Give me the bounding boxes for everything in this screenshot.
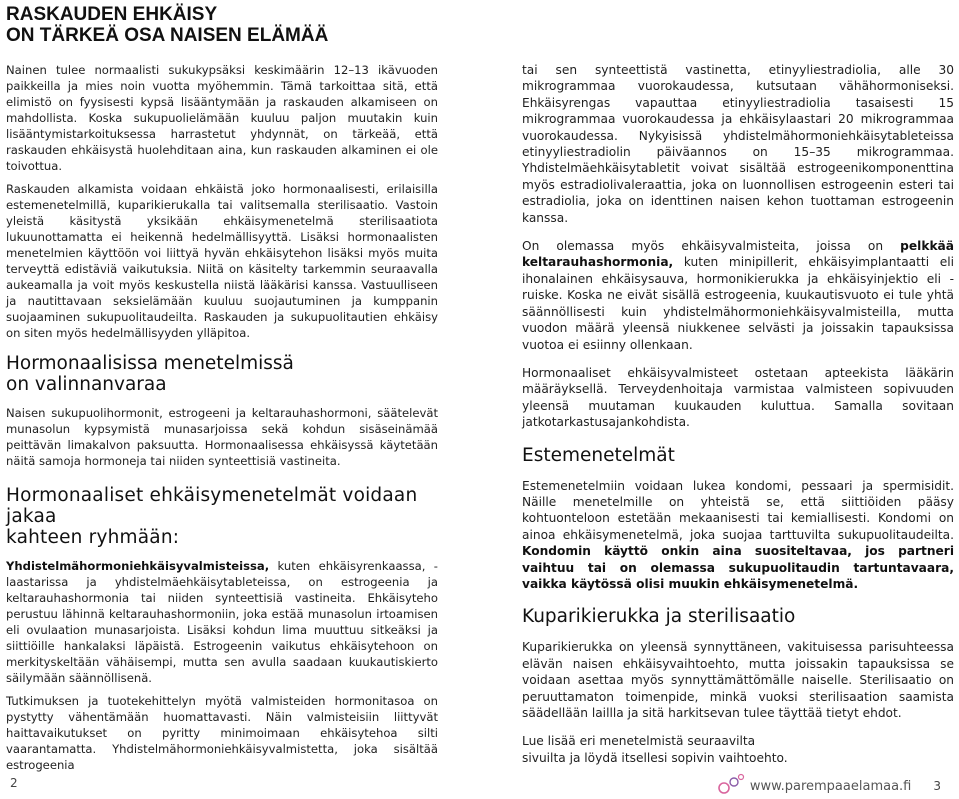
heading-two-groups: Hormonaaliset ehkäisymenetelmät voidaan jakaa kahteen ryhmään: [6,485,418,548]
methods-paragraph: Raskauden alkamista voidaan ehkäistä joko hormonaalisesti, erilaisilla estemenetelmillä, kuparikierukalla tai valitsemalla sterilisaatio. Vastoin yleistä käsitystä yksikään ehkäisymenetelmä sterilisaatiota lukuunottamatta ei heikennä hedelmällisyyttä. Lisäksi hormonaalisten menetelmien käyttöön voi liittyä hyvän ehkäisytehon lisäksi myös muita terveyttä edistäviä vaikutuksia. Niitä on käsitelty tarkemmin seuraavalla aukeamalla ja voit myös keskustella niistä lääkärisi kanssa. Vastuulliseen ja nautittavaan seksielämään kuuluu suojautuminen ja kumppanin suojaaminen sukupuolitaudeilta. Raskauden ja sukupuolitautien ehkäisy on siten myös hedelmällisyyden ylläpitoa. [6,182,438,340]
intro-paragraph: Nainen tulee normaalisti sukukypsäksi keskimäärin 12–13 ikävuoden paikkeilla ja mies noin vuotta myöhemmin. Tämä tarkoittaa sitä, että elimistö on fyysisesti kypsä lisääntymään ja raskauden alkamiseen on mahdollista. Koska sukupuolielämään kuuluu paljon muutakin kuin lisääntymistarkoituksessa harrastetut yhdynnät, on tärkeää, että raskauden ehkäisystä huolehditaan aina, kun raskauden alkaminen ei ole toivottua. [6,63,438,173]
page-title [6,4,328,46]
heading-barrier-methods: Estemenetelmät [522,444,675,466]
heading-hormonal-options: Hormonaalisissa menetelmissä on valinnanvaraa [6,353,294,395]
title-line-2: ON TÄRKEÄ OSA NAISEN ELÄMÄÄ [6,25,329,46]
title-line-1: RASKAUDEN EHKÄISY [6,4,218,25]
hormones-paragraph: Naisen sukupuolihormonit, estrogeeni ja keltarauhashormoni, säätelevät munasolun kypsymistä munasarjoissa sekä kohdun sisäseinämää peittävän limakalvon paksuutta. Hormonaalisessa ehkäisyssä käytetään näitä samoja hormoneja tai niiden synteettisiä vastineita. [6,406,438,468]
progestin-paragraph: On olemassa myös ehkäisyvalmisteita, joissa on pelkkää keltarauhashormonia, kuten minipillerit, ehkäisyimplantaatti eli ihonalainen ehkäisysauva, hormonikierukka ja ehkäisyinjektio eli -ruiske. Koska ne eivät sisällä estrogeenia, kuukautisvuoto ei tule yhtä säännöllisesti kuin yhdistelmähormoniehkäisyvalmisteilla, mutta vuodon määrä yleensä niukkenee selvästi ja joissakin tapauksissa vuotoa ei esiinny ollenkaan. [522,239,954,352]
website-link[interactable]: www.parempaaelamaa.fi [749,778,912,794]
combined-hormone-paragraph: Yhdistelmähormoniehkäisyvalmisteissa, kuten ehkäisyrenkaassa, -laastarissa ja yhdistelmäehkäisytableteissa, on estrogeenia ja keltarauhashormonia tai niiden synteettisiä vastineita. Ehkäisyteho perustuu lähinnä keltarauhashormoniin, joka estää munasolun irtoamisen eli ovulaation munasarjoista. Lisäksi kohdun lima muuttuu sitkeäksi ja siittiöille hankalaksi läpäistä. Estrogeenin vaikutus ehkäisytehoon on merkityskeltään vähäisempi, mutta sen avulla saadaan kuukautiskierto säilymään säännöllisenä. [6,559,438,685]
copper-iud-paragraph: Kuparikierukka on yleensä synnyttäneen, vakituisessa parisuhteessa elävän naisen ehkäisyvaihtoehto, mutta joissakin tapauksissa se voidaan asettaa myös synnyttämättömälle naiselle. Sterilisaatio on peruuttamaton toimenpide, minkä vuoksi sterilisaation saamista säädellään laillla ja sitä harkitsevan tulee täyttää tietyt ehdot. [522,640,954,720]
pharmacy-paragraph: Hormonaaliset ehkäisyvalmisteet ostetaan apteekista lääkärin määräyksellä. Terveydenhoitaja varmistaa valmisteen sopivuuden yleensä muutaman kuukauden kuluttua. Samalla sovitaan jatkotarkastusajankohdista. [522,365,954,430]
right-column [522,62,954,778]
page-number-right: 3 [933,779,941,793]
dosage-paragraph: tai sen synteettistä vastinetta, etinyyliestradiolia, alle 30 mikrogrammaa vuorokaudessa, kutsutaan vähähormoniseksi. Ehkäisyrengas vapauttaa etinyyliestradiolia tasaisesti 15 mikrogrammaa vuorokaudessa ja ehkäisylaastari 20 mikrogrammaa vuorokaudessa. Nykyisissä yhdistelmähormoniehkäisytableteissa etinyyliestradiolin päiväannos on 15–35 mikrogrammaa. Yhdistelmäehkäisytabletit voivat sisältää estrogeenikomponenttina myös estradiolivaleraattia, joka on luonnollisen estrogeenin esteri tai estradiolia, joka on identtinen naisen kehon tuottaman estrogeenin kanssa. [522,63,954,225]
combined-hormone-term: Yhdistelmähormoniehkäisyvalmisteissa, [6,559,270,573]
condom-recommendation: Kondomin käyttö onkin aina suositeltavaa, jos partneri vaihtuu tai on olemassa sukupuolitaudin tartuntavaara, vaikka käytössä olisi muukin ehkäisymenetelmä. [522,544,954,591]
read-more-paragraph: Lue lisää eri menetelmistä seuraavilta sivuilta ja löydä itsellesi sopivin vaihtoehto. [522,734,788,765]
barrier-paragraph: Estemenetelmiin voidaan lukea kondomi, pessaari ja spermisidit. Näille menetelmille on yhteistä se, että siittiöiden pääsy kohtuonteloon estetään mekaanisesti tai kemiallisesti. Kondomi on ainoa ehkäisymenetelmä, joka suojaa tarttuvilta sukupuolitaudeilta. Kondomin käyttö onkin aina suositeltavaa, jos partneri vaihtuu tai on olemassa sukupuolitaudin tartuntavaara, vaikka käytössä olisi muukin ehkäisymenetelmä. [522,478,954,591]
footer-right [716,773,941,799]
page-number-left: 2 [10,776,18,790]
research-paragraph: Tutkimuksen ja tuotekehittelyn myötä valmisteiden hormonitasoa on pystytty vähentämään huomattavasti. Näin valmisteisiin liittyvät haittavaikutukset on pyritty minimoimaan ehkäisytehoa silti vaarantamatta. Yhdistelmähormoniehkäisyvalmistetta, joka sisältää estrogeenia [6,694,438,772]
left-column [6,62,438,773]
progestin-term: pelkkää keltarauhashormonia, [522,239,954,270]
circles-logo-icon [716,773,746,799]
heading-copper-iud: Kuparikierukka ja sterilisaatio [522,606,796,628]
